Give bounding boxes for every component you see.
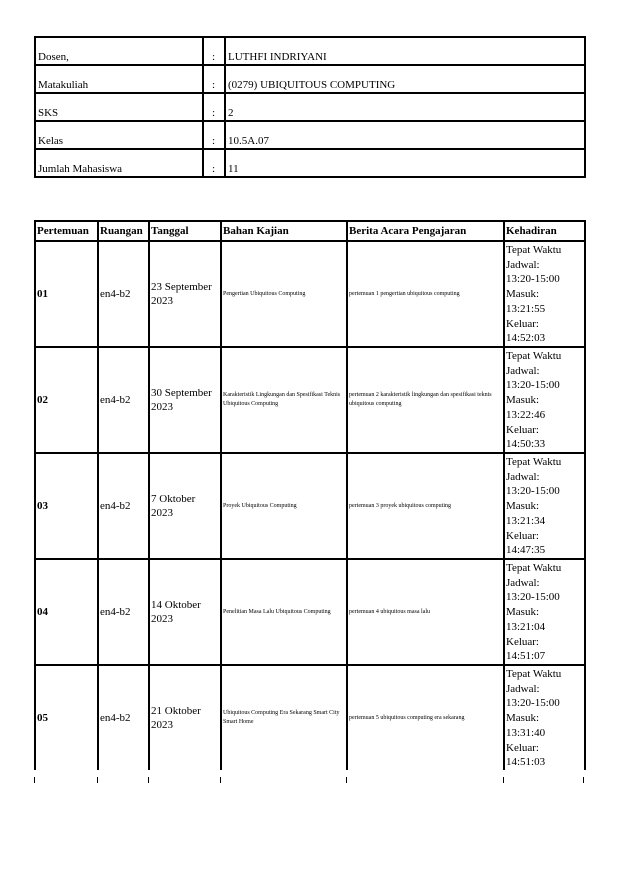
- info-separator: :: [203, 149, 225, 177]
- info-value: (0279) UBIQUITOUS COMPUTING: [225, 65, 585, 93]
- info-row: [35, 37, 585, 65]
- cell-berita-acara: pertemuan 3 proyek ubiquitous computing: [347, 453, 504, 559]
- info-row: [35, 121, 585, 149]
- header-ruangan: Ruangan: [98, 221, 149, 241]
- cell-pertemuan: 03: [35, 453, 98, 559]
- attendance-line: Jadwal:: [506, 470, 540, 483]
- cell-kehadiran: [504, 559, 585, 665]
- cell-bahan-kajian: Proyek Ubiquitous Computing: [221, 453, 347, 559]
- attendance-line: Tepat Waktu: [506, 562, 562, 574]
- cell-pertemuan: 05: [35, 665, 98, 770]
- attendance-line: 13:21:55: [506, 302, 546, 315]
- cell-berita-acara: pertemuan 2 karakteristik lingkungan dan spesifikasi teknis ubiquitous computing: [347, 347, 504, 453]
- attendance-line: Keluar:: [506, 529, 539, 542]
- info-label: SKS: [35, 93, 203, 121]
- attendance-line: 14:51:03: [506, 756, 546, 769]
- attendance-line: 13:20-15:00: [506, 485, 560, 498]
- cell-berita-acara: pertemuan 5 ubiquitous computing era sekarang: [347, 665, 504, 770]
- attendance-line: 14:50:33: [506, 438, 546, 451]
- table-header-row: [35, 221, 585, 241]
- header-pertemuan: Pertemuan: [35, 221, 98, 241]
- info-label: Jumlah Mahasiswa: [35, 149, 203, 177]
- table-row: [35, 665, 585, 770]
- cell-ruangan: en4-b2: [98, 453, 149, 559]
- course-info-table: [34, 36, 586, 178]
- cell-pertemuan: 02: [35, 347, 98, 453]
- info-separator: :: [203, 121, 225, 149]
- attendance-line: 13:20-15:00: [506, 697, 560, 710]
- attendance-line: Masuk:: [506, 288, 539, 301]
- cell-ruangan: en4-b2: [98, 559, 149, 665]
- info-value: LUTHFI INDRIYANI: [225, 37, 585, 65]
- attendance-line: Tepat Waktu: [506, 456, 562, 468]
- cell-pertemuan: 04: [35, 559, 98, 665]
- attendance-line: Keluar:: [506, 741, 539, 754]
- cell-pertemuan: 01: [35, 241, 98, 347]
- attendance-line: 14:52:03: [506, 332, 546, 345]
- attendance-line: Masuk:: [506, 394, 539, 407]
- info-row: [35, 93, 585, 121]
- cell-ruangan: en4-b2: [98, 241, 149, 347]
- cell-bahan-kajian: Pengertian Ubiquitous Computing: [221, 241, 347, 347]
- cell-ruangan: en4-b2: [98, 665, 149, 770]
- header-tanggal: Tanggal: [149, 221, 221, 241]
- cell-kehadiran: [504, 665, 585, 770]
- cell-tanggal: 30 September 2023: [149, 347, 221, 453]
- attendance-line: 13:20-15:00: [506, 273, 560, 286]
- attendance-line: Jadwal:: [506, 364, 540, 377]
- info-label: Kelas: [35, 121, 203, 149]
- cell-kehadiran: [504, 453, 585, 559]
- info-separator: :: [203, 93, 225, 121]
- attendance-line: Tepat Waktu: [506, 668, 562, 680]
- cell-bahan-kajian: Ubiquitous Computing Era Sekarang Smart City Smart Home: [221, 665, 347, 770]
- header-kehadiran: Kehadiran: [504, 221, 585, 241]
- info-value: 11: [225, 149, 585, 177]
- attendance-table: [34, 220, 586, 770]
- cell-tanggal: 23 September 2023: [149, 241, 221, 347]
- cell-kehadiran: [504, 347, 585, 453]
- info-row: [35, 65, 585, 93]
- attendance-line: Keluar:: [506, 423, 539, 436]
- attendance-line: 13:20-15:00: [506, 591, 560, 604]
- header-bahan-kajian: Bahan Kajian: [221, 221, 347, 241]
- info-row: [35, 149, 585, 177]
- cell-kehadiran: [504, 241, 585, 347]
- info-separator: :: [203, 65, 225, 93]
- attendance-line: Keluar:: [506, 635, 539, 648]
- attendance-line: 14:51:07: [506, 650, 546, 663]
- cell-berita-acara: pertemuan 4 ubiquitous masa lalu: [347, 559, 504, 665]
- table-row: [35, 347, 585, 453]
- cell-bahan-kajian: Karakteristik Lingkungan dan Spesifikasi Teknis Ubiquitous Computing: [221, 347, 347, 453]
- attendance-line: Tepat Waktu: [506, 350, 562, 362]
- attendance-line: Tepat Waktu: [506, 244, 562, 256]
- info-separator: :: [203, 37, 225, 65]
- table-row: [35, 241, 585, 347]
- attendance-line: 13:31:40: [506, 726, 546, 739]
- attendance-line: Jadwal:: [506, 576, 540, 589]
- attendance-line: Masuk:: [506, 606, 539, 619]
- cell-bahan-kajian: Penelitian Masa Lalu Ubiquitous Computing: [221, 559, 347, 665]
- attendance-line: Jadwal:: [506, 258, 540, 271]
- cell-ruangan: en4-b2: [98, 347, 149, 453]
- attendance-line: Masuk:: [506, 712, 539, 725]
- attendance-line: 14:47:35: [506, 544, 546, 557]
- info-value: 2: [225, 93, 585, 121]
- cell-tanggal: 21 Oktober 2023: [149, 665, 221, 770]
- cell-tanggal: 14 Oktober 2023: [149, 559, 221, 665]
- cell-berita-acara: pertemuan 1 pengertian ubiquitous computing: [347, 241, 504, 347]
- attendance-line: Masuk:: [506, 500, 539, 513]
- attendance-line: Keluar:: [506, 317, 539, 330]
- header-berita-acara: Berita Acara Pengajaran: [347, 221, 504, 241]
- info-label: Matakuliah: [35, 65, 203, 93]
- table-row: [35, 453, 585, 559]
- info-label: Dosen,: [35, 37, 203, 65]
- info-value: 10.5A.07: [225, 121, 585, 149]
- attendance-line: 13:21:04: [506, 620, 546, 633]
- attendance-line: 13:21:34: [506, 514, 546, 527]
- attendance-line: Jadwal:: [506, 682, 540, 695]
- cell-tanggal: 7 Oktober 2023: [149, 453, 221, 559]
- attendance-line: 13:20-15:00: [506, 379, 560, 392]
- attendance-line: 13:22:46: [506, 408, 546, 421]
- table-row: [35, 559, 585, 665]
